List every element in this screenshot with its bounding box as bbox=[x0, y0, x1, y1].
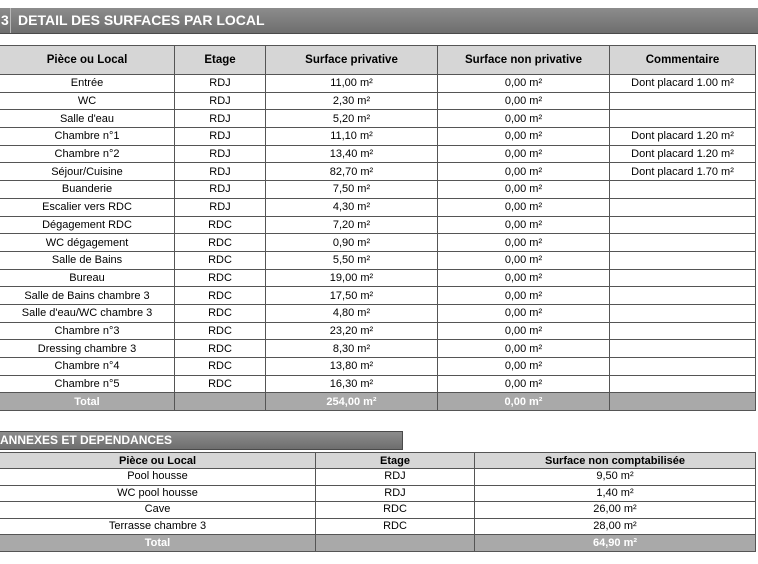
cell-piece: WC pool housse bbox=[0, 485, 316, 502]
cell-etage: RDC bbox=[316, 518, 475, 535]
cell-piece: Escalier vers RDC bbox=[0, 198, 175, 216]
table-row bbox=[0, 269, 756, 287]
table-row bbox=[0, 110, 756, 128]
cell-surface-non-privative: 0,00 m² bbox=[438, 375, 610, 393]
cell-surface-non-privative: 0,00 m² bbox=[438, 198, 610, 216]
cell-surface-non-comptabilisee: 9,50 m² bbox=[475, 469, 756, 486]
cell-commentaire: Dont placard 1.70 m² bbox=[610, 163, 756, 181]
cell-commentaire: Dont placard 1.00 m² bbox=[610, 75, 756, 93]
cell-surface-privative: 23,20 m² bbox=[266, 322, 438, 340]
cell-surface-privative: 17,50 m² bbox=[266, 287, 438, 305]
cell-piece: Salle de Bains bbox=[0, 251, 175, 269]
cell-surface-privative: 5,20 m² bbox=[266, 110, 438, 128]
cell-commentaire: Dont placard 1.20 m² bbox=[610, 128, 756, 146]
column-header-etage: Etage bbox=[316, 453, 475, 469]
cell-commentaire bbox=[610, 181, 756, 199]
table-row bbox=[0, 358, 756, 376]
cell-etage: RDC bbox=[175, 269, 266, 287]
table-row bbox=[0, 287, 756, 305]
column-header-commentaire: Commentaire bbox=[610, 46, 756, 75]
cell-surface-non-privative: 0,00 m² bbox=[438, 75, 610, 93]
cell-etage: RDJ bbox=[316, 485, 475, 502]
table-row bbox=[0, 145, 756, 163]
cell-surface-privative: 4,30 m² bbox=[266, 198, 438, 216]
cell-commentaire bbox=[610, 340, 756, 358]
cell-piece: Chambre n°3 bbox=[0, 322, 175, 340]
table-row bbox=[0, 375, 756, 393]
cell-surface-non-privative: 0,00 m² bbox=[438, 110, 610, 128]
cell-etage: RDC bbox=[175, 216, 266, 234]
cell-commentaire bbox=[610, 358, 756, 376]
column-header-etage: Etage bbox=[175, 46, 266, 75]
cell-commentaire bbox=[610, 269, 756, 287]
cell-etage: RDJ bbox=[175, 163, 266, 181]
cell-piece: Chambre n°4 bbox=[0, 358, 175, 376]
cell-surface-privative: 11,10 m² bbox=[266, 128, 438, 146]
cell-etage: RDJ bbox=[175, 181, 266, 199]
cell-surface-non-privative: 0,00 m² bbox=[438, 269, 610, 287]
cell-surface-privative: 82,70 m² bbox=[266, 163, 438, 181]
cell-surface-non-privative: 0,00 m² bbox=[438, 287, 610, 305]
table-row bbox=[0, 128, 756, 146]
cell-piece: Chambre n°2 bbox=[0, 145, 175, 163]
table-row bbox=[0, 502, 756, 519]
cell-surface-non-privative: 0,00 m² bbox=[438, 304, 610, 322]
cell-surface-privative: 8,30 m² bbox=[266, 340, 438, 358]
section-1-title: DETAIL DES SURFACES PAR LOCAL bbox=[18, 12, 265, 28]
table-row bbox=[0, 304, 756, 322]
cell-etage: RDC bbox=[175, 375, 266, 393]
cell-surface-privative: 11,00 m² bbox=[266, 75, 438, 93]
cell-surface-non-privative: 0,00 m² bbox=[438, 251, 610, 269]
column-header-surface-privative: Surface privative bbox=[266, 46, 438, 75]
cell-piece: WC bbox=[0, 92, 175, 110]
cell-etage: RDC bbox=[175, 340, 266, 358]
cell-surface-privative: 7,20 m² bbox=[266, 216, 438, 234]
cell-commentaire bbox=[610, 375, 756, 393]
cell-etage: RDJ bbox=[175, 198, 266, 216]
cell-surface-non-privative: 0,00 m² bbox=[438, 92, 610, 110]
cell-surface-privative: 4,80 m² bbox=[266, 304, 438, 322]
cell-surface-non-comptabilisee: 1,40 m² bbox=[475, 485, 756, 502]
cell-commentaire bbox=[610, 234, 756, 252]
table-row bbox=[0, 163, 756, 181]
section-1-number: 3 bbox=[1, 12, 9, 28]
cell-etage: RDC bbox=[175, 358, 266, 376]
cell-etage: RDC bbox=[175, 234, 266, 252]
heading-separator bbox=[10, 8, 11, 33]
total-etage-cell bbox=[316, 535, 475, 552]
total-etage-cell bbox=[175, 393, 266, 411]
cell-surface-non-comptabilisee: 26,00 m² bbox=[475, 502, 756, 519]
cell-surface-non-privative: 0,00 m² bbox=[438, 216, 610, 234]
cell-piece: Chambre n°1 bbox=[0, 128, 175, 146]
cell-piece: Salle de Bains chambre 3 bbox=[0, 287, 175, 305]
column-header-piece: Pièce ou Local bbox=[0, 453, 316, 469]
total-privative: 254,00 m² bbox=[266, 393, 438, 411]
cell-commentaire: Dont placard 1.20 m² bbox=[610, 145, 756, 163]
table-header-row bbox=[0, 453, 756, 469]
total-surface: 64,90 m² bbox=[475, 535, 756, 552]
cell-commentaire bbox=[610, 287, 756, 305]
cell-commentaire bbox=[610, 304, 756, 322]
cell-surface-privative: 19,00 m² bbox=[266, 269, 438, 287]
total-label: Total bbox=[0, 393, 175, 411]
section-1-heading bbox=[0, 8, 758, 34]
cell-surface-non-privative: 0,00 m² bbox=[438, 145, 610, 163]
table-row bbox=[0, 322, 756, 340]
cell-piece: Dégagement RDC bbox=[0, 216, 175, 234]
table-row bbox=[0, 216, 756, 234]
table-header-row bbox=[0, 46, 756, 75]
cell-piece: Dressing chambre 3 bbox=[0, 340, 175, 358]
cell-surface-non-privative: 0,00 m² bbox=[438, 128, 610, 146]
table-row bbox=[0, 234, 756, 252]
cell-piece: Chambre n°5 bbox=[0, 375, 175, 393]
table-row bbox=[0, 485, 756, 502]
cell-commentaire bbox=[610, 92, 756, 110]
cell-piece: Buanderie bbox=[0, 181, 175, 199]
table-row bbox=[0, 518, 756, 535]
total-commentaire-cell bbox=[610, 393, 756, 411]
column-header-surface-non-privative: Surface non privative bbox=[438, 46, 610, 75]
table-row bbox=[0, 198, 756, 216]
cell-surface-privative: 7,50 m² bbox=[266, 181, 438, 199]
cell-etage: RDJ bbox=[175, 110, 266, 128]
cell-etage: RDC bbox=[175, 251, 266, 269]
cell-surface-privative: 0,90 m² bbox=[266, 234, 438, 252]
total-row bbox=[0, 393, 756, 411]
cell-etage: RDC bbox=[175, 304, 266, 322]
cell-etage: RDJ bbox=[175, 75, 266, 93]
cell-surface-non-privative: 0,00 m² bbox=[438, 234, 610, 252]
column-header-surface-non-comptabilisee: Surface non comptabilisée bbox=[475, 453, 756, 469]
cell-commentaire bbox=[610, 322, 756, 340]
cell-piece: Terrasse chambre 3 bbox=[0, 518, 316, 535]
cell-piece: WC dégagement bbox=[0, 234, 175, 252]
surfaces-table bbox=[0, 45, 756, 411]
cell-commentaire bbox=[610, 251, 756, 269]
total-non-privative: 0,00 m² bbox=[438, 393, 610, 411]
cell-etage: RDJ bbox=[316, 469, 475, 486]
section-2-title: ANNEXES ET DEPENDANCES bbox=[0, 433, 173, 447]
cell-etage: RDC bbox=[175, 287, 266, 305]
cell-piece: Salle d'eau bbox=[0, 110, 175, 128]
cell-etage: RDC bbox=[175, 322, 266, 340]
cell-commentaire bbox=[610, 198, 756, 216]
cell-etage: RDC bbox=[316, 502, 475, 519]
column-header-piece: Pièce ou Local bbox=[0, 46, 175, 75]
cell-etage: RDJ bbox=[175, 92, 266, 110]
cell-piece: Cave bbox=[0, 502, 316, 519]
cell-commentaire bbox=[610, 216, 756, 234]
cell-piece: Pool housse bbox=[0, 469, 316, 486]
total-row bbox=[0, 535, 756, 552]
cell-surface-privative: 16,30 m² bbox=[266, 375, 438, 393]
table-row bbox=[0, 340, 756, 358]
table-row bbox=[0, 251, 756, 269]
cell-commentaire bbox=[610, 110, 756, 128]
annexes-table bbox=[0, 452, 756, 552]
table-row bbox=[0, 181, 756, 199]
cell-etage: RDJ bbox=[175, 128, 266, 146]
cell-piece: Séjour/Cuisine bbox=[0, 163, 175, 181]
cell-surface-privative: 13,40 m² bbox=[266, 145, 438, 163]
table-row bbox=[0, 75, 756, 93]
cell-surface-privative: 5,50 m² bbox=[266, 251, 438, 269]
section-2-heading bbox=[0, 431, 403, 450]
cell-surface-non-privative: 0,00 m² bbox=[438, 181, 610, 199]
table-row bbox=[0, 92, 756, 110]
cell-surface-non-privative: 0,00 m² bbox=[438, 358, 610, 376]
cell-surface-non-privative: 0,00 m² bbox=[438, 322, 610, 340]
cell-surface-non-privative: 0,00 m² bbox=[438, 340, 610, 358]
cell-piece: Salle d'eau/WC chambre 3 bbox=[0, 304, 175, 322]
cell-etage: RDJ bbox=[175, 145, 266, 163]
cell-piece: Bureau bbox=[0, 269, 175, 287]
total-label: Total bbox=[0, 535, 316, 552]
table-row bbox=[0, 469, 756, 486]
cell-surface-non-comptabilisee: 28,00 m² bbox=[475, 518, 756, 535]
cell-surface-privative: 13,80 m² bbox=[266, 358, 438, 376]
cell-surface-non-privative: 0,00 m² bbox=[438, 163, 610, 181]
cell-piece: Entrée bbox=[0, 75, 175, 93]
cell-surface-privative: 2,30 m² bbox=[266, 92, 438, 110]
